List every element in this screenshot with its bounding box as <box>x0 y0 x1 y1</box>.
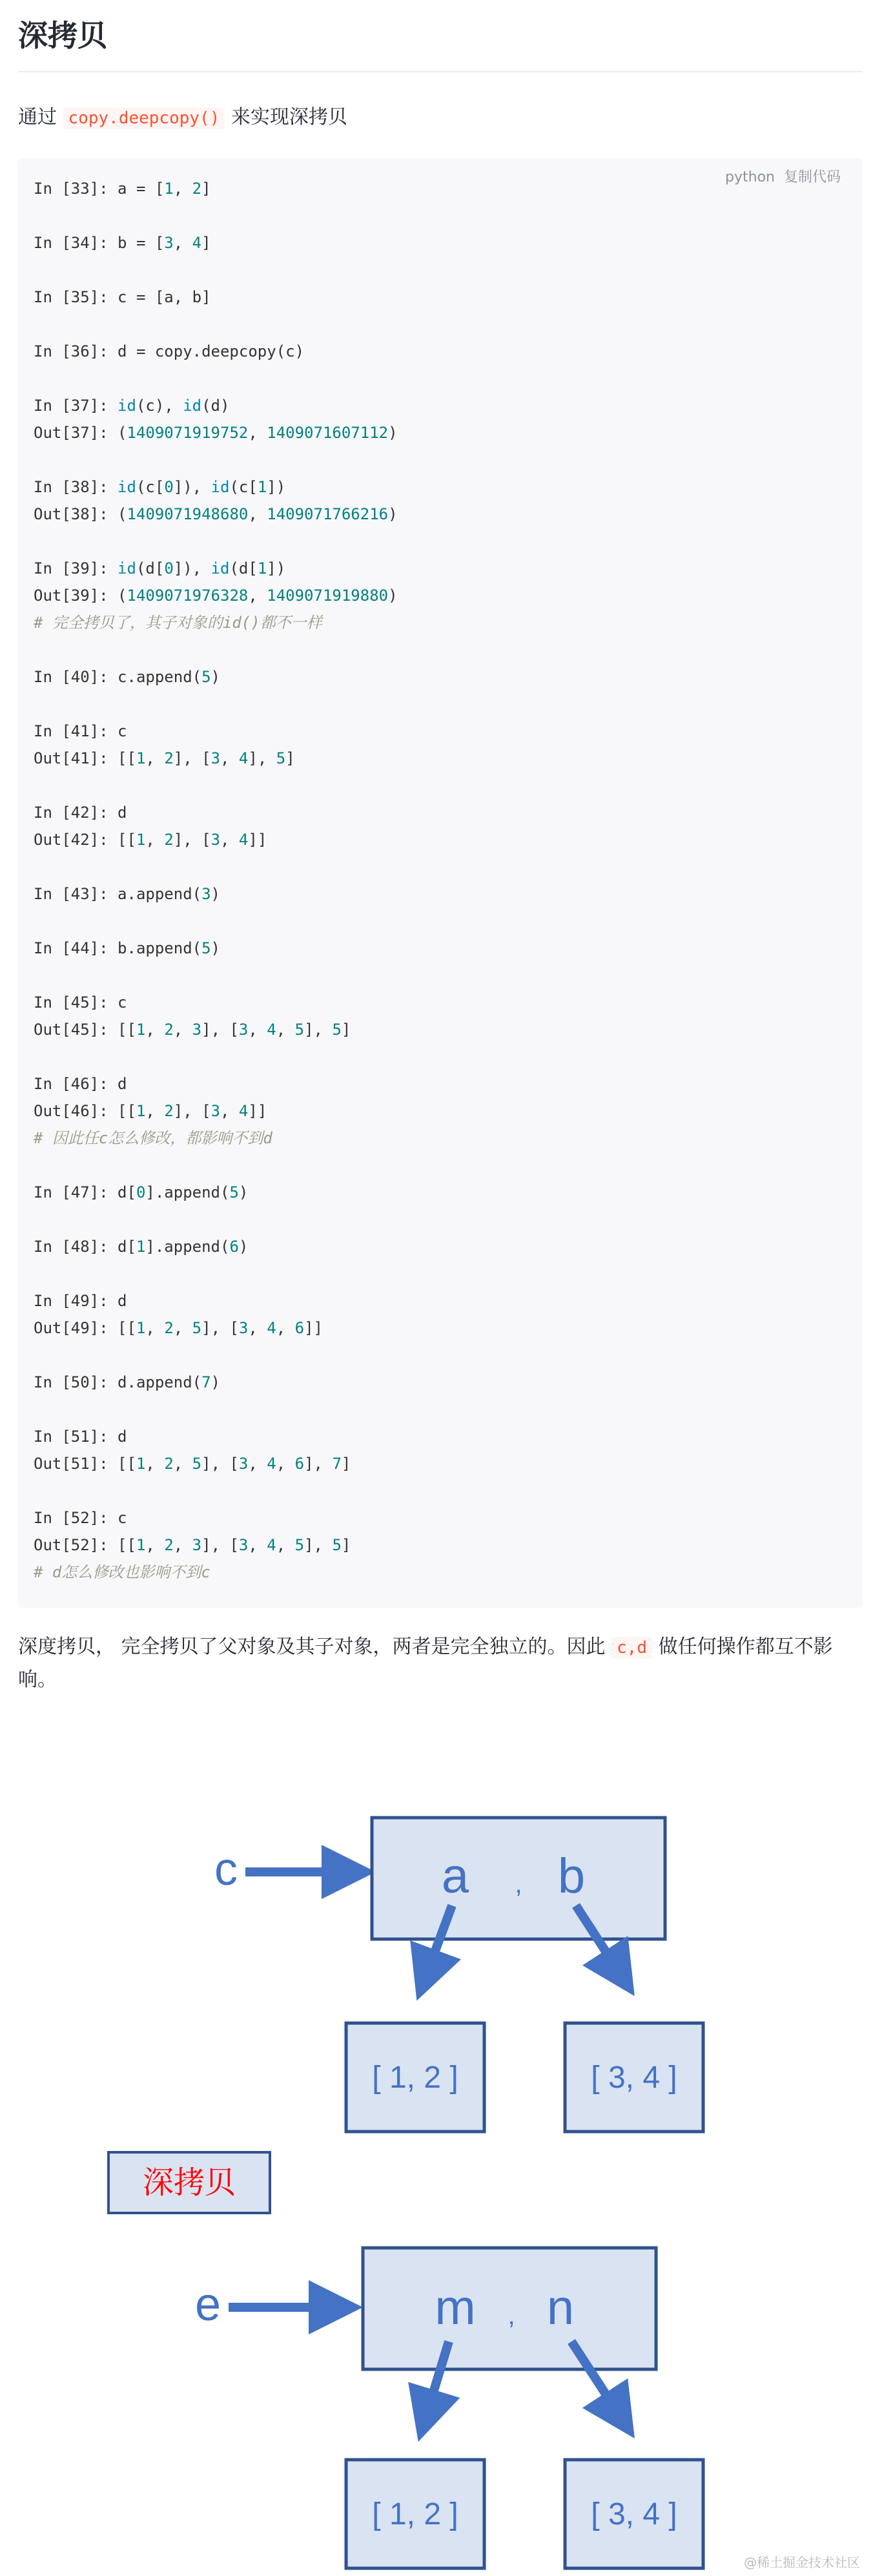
code-token: 1 <box>164 180 174 198</box>
code-line <box>34 1097 847 1125</box>
code-token: 1409071948680 <box>127 505 249 523</box>
code-token: , <box>173 1021 192 1039</box>
code-line <box>34 1043 847 1070</box>
code-token: (d[ <box>136 559 165 577</box>
code-token: In [41]: c <box>34 722 127 740</box>
code-line <box>34 555 847 582</box>
code-line <box>34 1233 847 1260</box>
code-token: In [47]: d[ <box>34 1183 136 1201</box>
code-line <box>34 1396 847 1423</box>
code-line <box>34 718 847 745</box>
code-token: , <box>276 1455 295 1473</box>
code-line <box>34 528 847 555</box>
code-token: ]) <box>267 559 286 577</box>
code-line <box>34 202 847 229</box>
code-token: 3 <box>164 234 174 252</box>
separator-bottom: , <box>508 2301 515 2330</box>
code-token: id <box>118 559 136 577</box>
code-line <box>34 392 847 419</box>
code-token: ], [ <box>201 1455 239 1473</box>
code-token: In [46]: d <box>34 1075 127 1093</box>
code-token: , <box>248 1536 267 1554</box>
article <box>18 0 863 1716</box>
code-token: In [50]: d.append( <box>34 1373 202 1391</box>
code-token: Out[42]: [[ <box>34 831 136 849</box>
code-token: In [52]: c <box>34 1509 127 1527</box>
code-line <box>34 1125 847 1152</box>
code-token: , <box>145 1021 165 1039</box>
element-b: b <box>557 1849 586 1904</box>
code-token: 5 <box>201 939 211 957</box>
code-token: 2 <box>164 831 174 849</box>
code-token: , <box>220 831 239 849</box>
code-token: 2 <box>164 1319 174 1337</box>
code-token: , <box>145 1455 165 1473</box>
code-token: Out[38]: ( <box>34 505 127 523</box>
code-token: 2 <box>164 1455 174 1473</box>
code-token: , <box>145 1319 165 1337</box>
code-line <box>34 473 847 501</box>
inline-code-cd: c,d <box>611 1637 652 1659</box>
code-token: ].append( <box>145 1183 230 1201</box>
code-line <box>34 419 847 446</box>
code-token: id <box>118 397 136 415</box>
code-token: 2 <box>164 1021 174 1039</box>
code-token: 0 <box>136 1183 146 1201</box>
code-token: In [33]: a = [ <box>34 180 165 198</box>
code-token: 4 <box>267 1536 276 1554</box>
code-line <box>34 663 847 691</box>
code-line <box>34 880 847 908</box>
code-token: (c), <box>136 397 183 415</box>
code-token: 1409071607112 <box>267 424 389 442</box>
code-token: , <box>276 1536 295 1554</box>
code-line <box>34 908 847 935</box>
code-token: 5 <box>294 1536 305 1554</box>
code-token: 2 <box>164 1102 174 1120</box>
code-token: ], [ <box>173 1102 211 1120</box>
code-token: 5 <box>201 668 211 686</box>
code-token: , <box>173 180 192 198</box>
code-token: Out[46]: [[ <box>34 1102 136 1120</box>
code-token: , <box>145 1536 165 1554</box>
code-token: 5 <box>192 1319 202 1337</box>
code-line <box>34 1206 847 1233</box>
var-c-label: c <box>214 1844 238 1895</box>
code-token: , <box>248 1455 267 1473</box>
intro-paragraph <box>18 103 863 132</box>
list-1-2-text-bottom: [ 1, 2 ] <box>372 2497 458 2531</box>
code-comment: # 完全拷贝了，其子对象的id()都不一样 <box>34 614 322 632</box>
code-token: 4 <box>192 234 202 252</box>
code-token: ]), <box>173 478 211 496</box>
code-token: ) <box>238 1183 249 1201</box>
code-token: , <box>145 749 165 767</box>
copy-code-button[interactable]: 复制代码 <box>783 169 841 185</box>
code-token: ) <box>388 424 398 442</box>
code-token: , <box>248 424 267 442</box>
code-token: 1 <box>136 831 146 849</box>
code-token: 6 <box>229 1238 239 1256</box>
deep-copy-label: 深拷贝 <box>142 2165 236 2201</box>
code-token: 0 <box>164 478 174 496</box>
code-line <box>34 1450 847 1477</box>
code-token: 6 <box>294 1455 305 1473</box>
code-token: , <box>248 505 267 523</box>
code-token: In [38]: <box>34 478 118 496</box>
separator-top: , <box>515 1870 522 1898</box>
code-token: In [34]: b = [ <box>34 234 165 252</box>
code-token: 6 <box>294 1319 305 1337</box>
code-line <box>34 1423 847 1450</box>
code-token: 3 <box>238 1021 249 1039</box>
code-token: ] <box>285 749 295 767</box>
deep-copy-diagram <box>0 1731 873 2576</box>
code-line <box>34 1369 847 1396</box>
code-token: 3 <box>238 1536 249 1554</box>
code-line <box>34 338 847 365</box>
code-token: 1 <box>136 749 146 767</box>
code-token: 1 <box>136 1319 146 1337</box>
code-token: , <box>220 1102 239 1120</box>
code-comment: # d怎么修改也影响不到c <box>34 1563 211 1581</box>
code-line <box>34 1179 847 1206</box>
code-token: 1 <box>136 1536 146 1554</box>
code-token: (c[ <box>136 478 165 496</box>
code-token: In [49]: d <box>34 1292 127 1310</box>
code-line <box>34 989 847 1016</box>
code-token: In [43]: a.append( <box>34 885 202 903</box>
code-token: , <box>145 1102 165 1120</box>
code-line <box>34 582 847 609</box>
code-token: In [51]: d <box>34 1428 127 1446</box>
code-token: , <box>145 831 165 849</box>
code-token: ]] <box>248 831 267 849</box>
explanation-prefix: 深度拷贝， 完全拷贝了父对象及其子对象，两者是完全独立的。因此 <box>18 1636 612 1658</box>
code-token: ) <box>388 505 398 523</box>
code-token: id <box>118 478 136 496</box>
code-token: Out[39]: ( <box>34 587 127 605</box>
code-token: 4 <box>238 1102 249 1120</box>
code-token: ]] <box>248 1102 267 1120</box>
element-a: a <box>441 1849 469 1904</box>
code-token: 3 <box>238 1319 249 1337</box>
code-token: 1 <box>257 559 267 577</box>
code-token: ] <box>201 180 211 198</box>
code-token: ], [ <box>173 831 211 849</box>
code-line <box>34 1342 847 1369</box>
code-token: 3 <box>211 1102 221 1120</box>
code-token: 7 <box>332 1455 342 1473</box>
code-token: id <box>183 397 202 415</box>
code-line <box>34 365 847 392</box>
code-token: In [48]: d[ <box>34 1238 136 1256</box>
code-token: (d) <box>201 397 230 415</box>
code-line <box>34 691 847 718</box>
element-m: m <box>435 2280 476 2335</box>
code-token: 7 <box>201 1373 211 1391</box>
code-token: 3 <box>201 885 211 903</box>
code-token: 4 <box>267 1455 276 1473</box>
code-token: ] <box>341 1536 351 1554</box>
code-line <box>34 1152 847 1179</box>
code-token: 4 <box>238 749 249 767</box>
code-line <box>34 1314 847 1342</box>
code-token: Out[51]: [[ <box>34 1455 136 1473</box>
code-token: ].append( <box>145 1238 230 1256</box>
code-token: 1 <box>257 478 267 496</box>
code-token: 2 <box>164 1536 174 1554</box>
code-token: ], <box>248 749 276 767</box>
code-token: , <box>173 234 192 252</box>
code-token: 4 <box>238 831 249 849</box>
code-token: ) <box>238 1238 249 1256</box>
code-token: ], [ <box>201 1536 239 1554</box>
code-line <box>34 311 847 338</box>
code-line <box>34 772 847 799</box>
code-token: Out[45]: [[ <box>34 1021 136 1039</box>
code-token: (d[ <box>229 559 258 577</box>
code-line <box>34 745 847 772</box>
code-token: ) <box>211 939 220 957</box>
code-token: 3 <box>238 1455 249 1473</box>
code-line <box>34 799 847 826</box>
code-line <box>34 1287 847 1314</box>
code-line <box>34 935 847 962</box>
code-token: 5 <box>276 749 286 767</box>
code-token: In [44]: b.append( <box>34 939 202 957</box>
code-token: 2 <box>164 749 174 767</box>
code-token: 5 <box>332 1021 342 1039</box>
code-token: In [42]: d <box>34 804 127 822</box>
code-line <box>34 1260 847 1287</box>
code-token: , <box>276 1021 295 1039</box>
code-line <box>34 962 847 989</box>
code-token: id <box>211 559 230 577</box>
code-token: In [40]: c.append( <box>34 668 202 686</box>
code-token: ], <box>304 1455 333 1473</box>
code-token: , <box>248 587 267 605</box>
code-token: 5 <box>229 1183 239 1201</box>
code-token: ] <box>201 234 211 252</box>
list-1-2-text-top: [ 1, 2 ] <box>372 2061 458 2095</box>
var-e-label: e <box>194 2279 221 2331</box>
code-token: In [37]: <box>34 397 118 415</box>
code-token: 1 <box>136 1455 146 1473</box>
code-token: ] <box>341 1021 351 1039</box>
code-line <box>34 501 847 528</box>
code-token: , <box>173 1455 192 1473</box>
watermark: @稀土掘金技术社区 <box>744 2555 860 2570</box>
code-token: ) <box>211 668 220 686</box>
code-token: , <box>248 1319 267 1337</box>
code-token: ]] <box>304 1319 323 1337</box>
code-token: ) <box>211 885 220 903</box>
code-token: 3 <box>211 749 221 767</box>
code-toolbar <box>716 166 841 186</box>
code-token: 1 <box>136 1102 146 1120</box>
code-line <box>34 1016 847 1043</box>
code-token: 1409071766216 <box>267 505 389 523</box>
explanation-suffix: 做任何操作都互不影响。 <box>18 1636 833 1691</box>
code-token: 5 <box>332 1536 342 1554</box>
code-token: (c[ <box>229 478 258 496</box>
code-token: ]), <box>173 559 211 577</box>
code-token: id <box>211 478 230 496</box>
code-token: , <box>248 1021 267 1039</box>
code-line <box>34 636 847 663</box>
code-token: 4 <box>267 1319 276 1337</box>
code-line <box>34 609 847 636</box>
code-token: In [35]: c = [a, b] <box>34 288 211 306</box>
code-token: 5 <box>192 1455 202 1473</box>
code-token: 1 <box>136 1238 146 1256</box>
code-token: ]) <box>267 478 286 496</box>
intro-suffix: 来实现深拷贝 <box>225 106 347 129</box>
code-token: 1409071919752 <box>127 424 249 442</box>
code-token: 5 <box>294 1021 305 1039</box>
code-token: In [39]: <box>34 559 118 577</box>
code-token: ) <box>211 1373 220 1391</box>
code-token: Out[37]: ( <box>34 424 127 442</box>
code-token: Out[52]: [[ <box>34 1536 136 1554</box>
list-3-4-text-top: [ 3, 4 ] <box>591 2061 677 2095</box>
code-token: Out[41]: [[ <box>34 749 136 767</box>
code-line <box>34 284 847 311</box>
code-token: ], [ <box>173 749 211 767</box>
code-line <box>34 229 847 256</box>
inline-code-deepcopy: copy.deepcopy() <box>63 107 225 129</box>
code-token: 3 <box>192 1536 202 1554</box>
deep-copy-explanation <box>18 1631 863 1696</box>
code-line <box>34 853 847 880</box>
code-token: In [45]: c <box>34 993 127 1012</box>
article-title: 深拷贝 <box>18 0 863 72</box>
code-language-label: python <box>725 169 775 185</box>
code-token: 0 <box>164 559 174 577</box>
code-line <box>34 1070 847 1097</box>
code-token: , <box>173 1536 192 1554</box>
code-token: ], <box>304 1021 333 1039</box>
intro-prefix: 通过 <box>18 106 63 129</box>
code-token: 1409071976328 <box>127 587 249 605</box>
code-comment: # 因此任c怎么修改，都影响不到d <box>34 1129 272 1147</box>
code-line <box>34 1504 847 1532</box>
code-line <box>34 1559 847 1586</box>
code-token: Out[49]: [[ <box>34 1319 136 1337</box>
code-token: 2 <box>192 180 202 198</box>
code-token: 4 <box>267 1021 276 1039</box>
code-token: , <box>276 1319 295 1337</box>
code-token: ], [ <box>201 1319 239 1337</box>
code-token: 1409071919880 <box>267 587 389 605</box>
code-token: 3 <box>192 1021 202 1039</box>
code-token: ) <box>388 587 398 605</box>
code-token: 3 <box>211 831 221 849</box>
code-token: , <box>173 1319 192 1337</box>
code-line <box>34 1532 847 1559</box>
code-line <box>34 826 847 853</box>
code-lines <box>34 175 847 1586</box>
code-line <box>34 1477 847 1504</box>
code-token: ] <box>341 1455 351 1473</box>
code-token: 1 <box>136 1021 146 1039</box>
code-token: In [36]: d = copy.deepcopy(c) <box>34 342 305 360</box>
code-line <box>34 446 847 473</box>
code-line <box>34 256 847 284</box>
code-token: ], <box>304 1536 333 1554</box>
element-n: n <box>546 2280 575 2335</box>
code-token: ], [ <box>201 1021 239 1039</box>
code-block <box>18 158 863 1608</box>
code-token: , <box>220 749 239 767</box>
list-3-4-text-bottom: [ 3, 4 ] <box>591 2497 677 2531</box>
